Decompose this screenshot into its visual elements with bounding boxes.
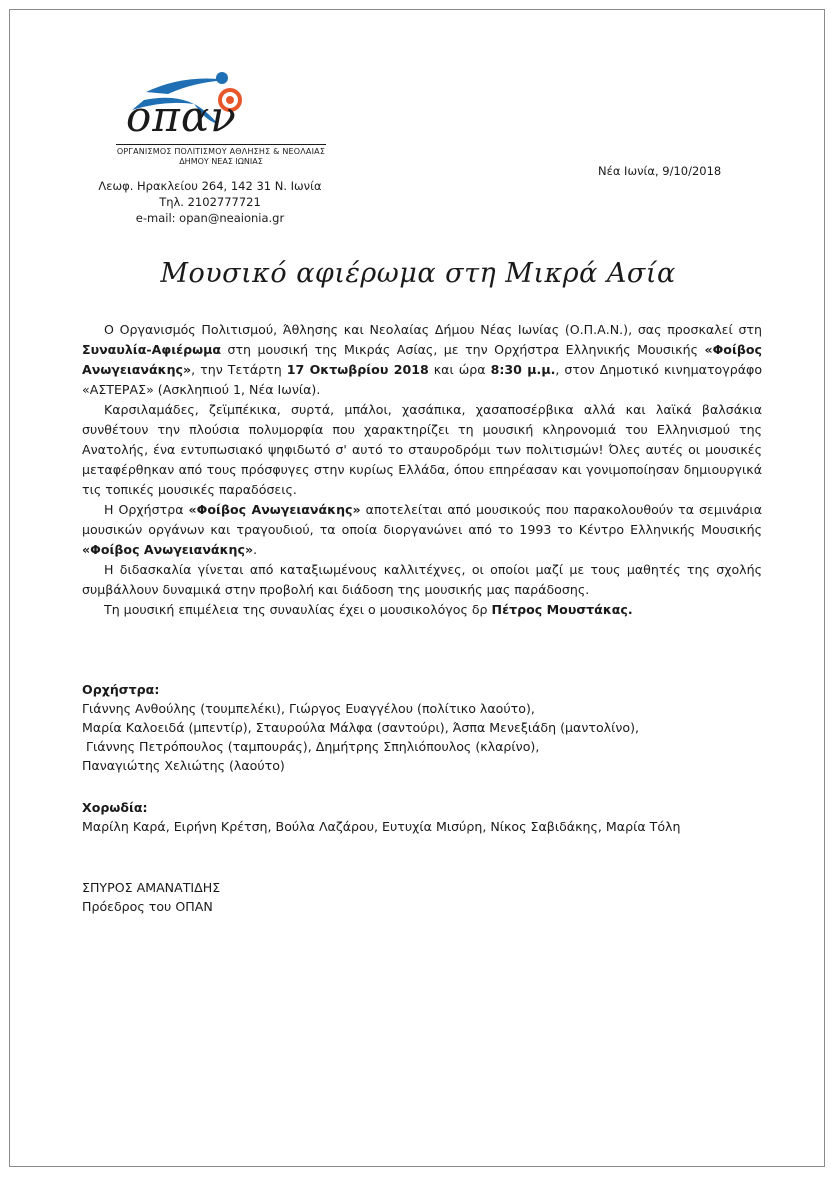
- signature-block: [82, 878, 220, 916]
- body-text: [82, 320, 762, 620]
- logo-wordmark: οπαν: [126, 92, 237, 141]
- choir-section: [82, 798, 782, 836]
- choir-members: Μαρίλη Καρά, Ειρήνη Κρέτση, Βούλα Λαζάρου, Ευτυχία Μισύρη, Νίκος Σαβιδάκης, Μαρία Τόλη: [82, 819, 681, 834]
- email[interactable]: e-mail: opan@neaionia.gr: [135, 211, 285, 225]
- address: Λεωφ. Ηρακλείου 264, 142 31 Ν. Ιωνία: [98, 179, 322, 193]
- orchestra-section: [82, 680, 782, 775]
- organization-name: ΟΡΓΑΝΙΣΜΟΣ ΠΟΛΙΤΙΣΜΟΥ ΑΘΛΗΣΗΣ & ΝΕΟΛΑΙΑΣ: [116, 144, 326, 156]
- orchestra-line: Μαρία Καλοειδά (μπεντίρ), Σταυρούλα Μάλφα (σαντούρι), Άσπα Μενεξιάδη (μαντολίνο),: [82, 720, 640, 735]
- orchestra-line: Γιάννης Ανθούλης (τουμπελέκι), Γιώργος Ευαγγέλου (πολίτικο λαούτο),: [82, 701, 535, 716]
- orchestra-line: Παναγιώτης Χελιώτης (λαούτο): [82, 758, 285, 773]
- orchestra-heading: Ορχήστρα:: [82, 682, 160, 697]
- signatory-role: Πρόεδρος του ΟΠΑΝ: [82, 899, 213, 914]
- municipality-name: ΔΗΜΟΥ ΝΕΑΣ ΙΩΝΙΑΣ: [179, 157, 263, 166]
- paragraph-curator: Τη μουσική επιμέλεια της συναυλίας έχει ο μουσικολόγος δρ Πέτρος Μουστάκας.: [104, 602, 633, 617]
- document-date: Νέα Ιωνία, 9/10/2018: [598, 164, 722, 178]
- document-title: Μουσικό αφιέρωμα στη Μικρά Ασία: [160, 258, 676, 289]
- contact-info: [70, 178, 350, 226]
- paragraph-music-description: Καρσιλαμάδες, ζεϊμπέκικα, συρτά, μπάλοι, χασάπικα, χασαποσέρβικα αλλά και λαϊκά βαλσάκια συνθέτουν την πλούσια πολυμορφία που χαρακτηρίζει τη μουσική κληρονομιά του Ελληνισμού της Ανατολής, ένα εντυπωσιακό ψηφιδωτό σ' αυτό το σταυροδρόμι των πολιτισμών! Όλες αυτές οι μουσικές μεταφέρθηκαν από τους πρόσφυγες στην κυρίως Ελλάδα, όπου επηρέασαν και γονιμοποίησαν δημιουργικά τις τοπικές μουσικές παραδόσεις.: [82, 402, 762, 497]
- paragraph-orchestra-description: Η Ορχήστρα «Φοίβος Ανωγειανάκης» αποτελείται από μουσικούς που παρακολουθούν τα σεμινάρια μουσικών οργάνων και τραγουδιού, τα οποία διοργανώνει από το 1993 το Κέντρο Ελληνικής Μουσικής «Φοίβος Ανωγειανάκης».: [82, 502, 762, 557]
- choir-heading: Χορωδία:: [82, 800, 148, 815]
- paragraph-teaching: Η διδασκαλία γίνεται από καταξιωμένους καλλιτέχνες, οι οποίοι μαζί με τους μαθητές της σχολής συμβάλλουν δυναμικά στην προβολή και διάδοση της μουσικής μας παράδοσης.: [82, 562, 762, 597]
- orchestra-line: Γιάννης Πετρόπουλος (ταμπουράς), Δημήτρης Σπηλιόπουλος (κλαρίνο),: [82, 739, 540, 754]
- signatory-name: ΣΠΥΡΟΣ ΑΜΑΝΑΤΙΔΗΣ: [82, 880, 221, 895]
- paragraph-invitation: Ο Οργανισμός Πολιτισμού, Άθλησης και Νεολαίας Δήμου Νέας Ιωνίας (Ο.Π.Α.Ν.), σας προσκαλεί στη Συναυλία-Αφιέρωμα στη μουσική της Μικράς Ασίας, με την Ορχήστρα Ελληνικής Μουσικής «Φοίβος Ανωγειανάκης», την Τετάρτη 17 Οκτωβρίου 2018 και ώρα 8:30 μ.μ., στον Δημοτικό κινηματογράφο «ΑΣΤΕΡΑΣ» (Ασκληπιού 1, Νέα Ιωνία).: [82, 322, 763, 397]
- phone: Τηλ. 2102777721: [159, 195, 261, 209]
